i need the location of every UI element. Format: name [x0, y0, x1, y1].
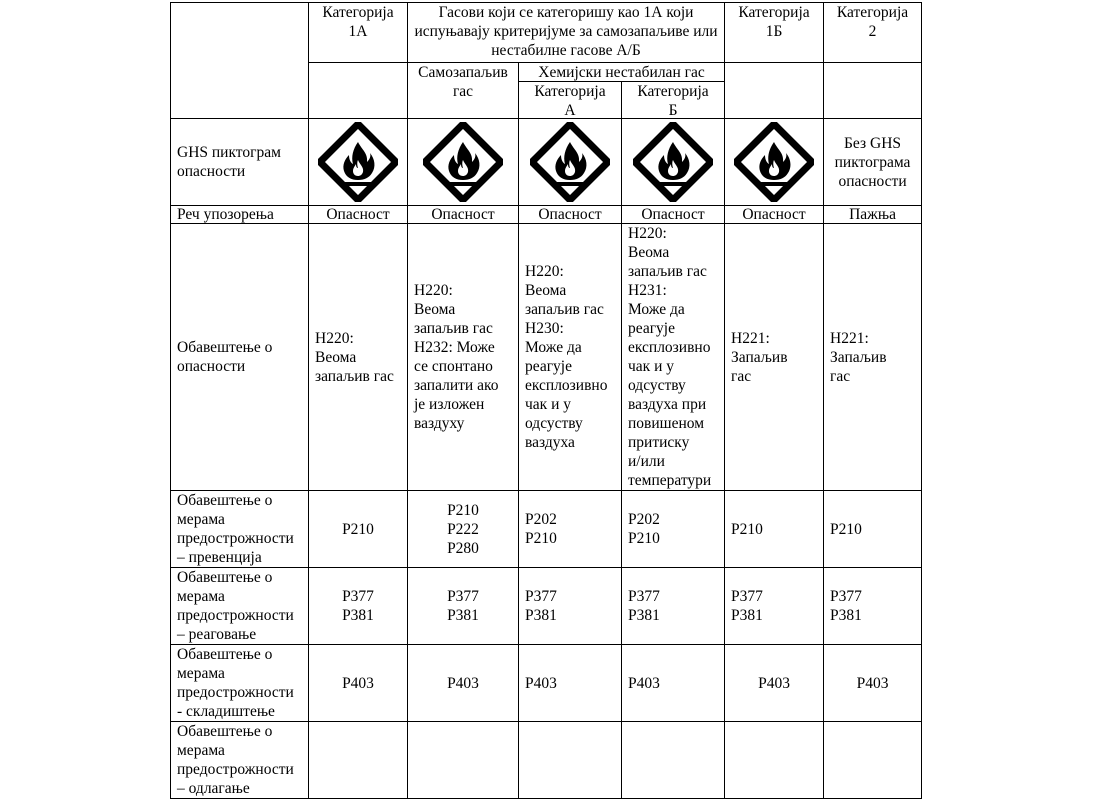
- response-cell: P377 P381: [824, 568, 922, 645]
- signal-word-cell: Опасност: [309, 206, 408, 224]
- pictogram-cell: [622, 119, 725, 206]
- row-label-response: Обавештење о мерама предострожности – реаговање: [171, 568, 309, 645]
- storage-cell: P403: [519, 645, 622, 722]
- pictogram-cell: [309, 119, 408, 206]
- response-row: [171, 568, 922, 645]
- pictogram-cell: [519, 119, 622, 206]
- storage-cell: P403: [408, 645, 519, 722]
- response-cell: P377 P381: [519, 568, 622, 645]
- header-chemically-unstable-gas: Хемијски нестабилан гас: [519, 63, 724, 82]
- hazard-cell: H220: Веома запаљив гас H231: Може да реагује експлозивно чак и у одсуству ваздуха при повишеном притиску и/или температури: [622, 224, 725, 491]
- row-label-storage: Обавештење о мерама предострожности - складиштење: [171, 645, 309, 722]
- row-label-disposal: Обавештење о мерама предострожности – одлагање: [171, 722, 309, 799]
- header-unstable-category-a: Категорија А: [519, 82, 622, 118]
- prevention-cell: P210: [725, 491, 824, 568]
- header-pyrophoric-gas: Самозапаљив гас: [408, 63, 519, 119]
- storage-cell: P403: [622, 645, 725, 722]
- prevention-cell: P210 P222 P280: [408, 491, 519, 568]
- prevention-cell: P202 P210: [622, 491, 725, 568]
- header-chemically-unstable-group: [519, 63, 725, 119]
- row-label-prevention: Обавештење о мерама предострожности – превенција: [171, 491, 309, 568]
- disposal-cell: [309, 722, 408, 799]
- flame-pictogram-icon: [633, 122, 713, 202]
- signal-word-cell: Опасност: [408, 206, 519, 224]
- hazard-cell: H220: Веома запаљив гас: [309, 224, 408, 491]
- header-category-2: Категорија 2: [824, 3, 922, 63]
- response-cell: P377 P381: [309, 568, 408, 645]
- disposal-cell: [725, 722, 824, 799]
- row-label-hazard-statement: Обавештење о опасности: [171, 224, 309, 491]
- disposal-cell: [824, 722, 922, 799]
- signal-word-cell: Опасност: [725, 206, 824, 224]
- flame-pictogram-icon: [423, 122, 503, 202]
- signal-word-cell: Опасност: [622, 206, 725, 224]
- header-category-1a: Категорија 1А: [309, 3, 408, 63]
- disposal-cell: [519, 722, 622, 799]
- disposal-row: [171, 722, 922, 799]
- corner-cell: [171, 3, 309, 119]
- row-label-pictogram: GHS пиктограм опасности: [171, 119, 309, 206]
- header-pyrophoric-unstable-span: Гасови који се категоришу као 1А који испуњавају критеријуме за самозапаљиве или нестабилне гасове А/Б: [408, 3, 725, 63]
- storage-cell: P403: [309, 645, 408, 722]
- response-cell: P377 P381: [725, 568, 824, 645]
- hazard-statement-row: [171, 224, 922, 491]
- pictogram-cell: [725, 119, 824, 206]
- empty-cell: [309, 63, 408, 119]
- disposal-cell: [408, 722, 519, 799]
- prevention-cell: P210: [824, 491, 922, 568]
- hazard-cell: H220: Веома запаљив гас H232: Може се спонтано запалити ако је изложен ваздуху: [408, 224, 519, 491]
- prevention-cell: P210: [309, 491, 408, 568]
- storage-row: [171, 645, 922, 722]
- header-unstable-category-b: Категорија Б: [637, 83, 709, 119]
- ghs-classification-table: [170, 2, 922, 799]
- response-cell: P377 P381: [622, 568, 725, 645]
- no-pictogram-text: Без GHS пиктограма опасности: [824, 119, 922, 206]
- disposal-cell: [622, 722, 725, 799]
- response-cell: P377 P381: [408, 568, 519, 645]
- empty-cell: [824, 63, 922, 119]
- header-category-1b: Категорија 1Б: [725, 3, 824, 63]
- header-row-1: [171, 3, 922, 63]
- pictogram-row: [171, 119, 922, 206]
- pictogram-cell: [408, 119, 519, 206]
- prevention-cell: P202 P210: [519, 491, 622, 568]
- prevention-row: [171, 491, 922, 568]
- signal-word-cell: Опасност: [519, 206, 622, 224]
- signal-word-cell: Пажња: [824, 206, 922, 224]
- empty-cell: [725, 63, 824, 119]
- signal-word-row: [171, 206, 922, 224]
- hazard-cell: H221: Запаљив гас: [725, 224, 824, 491]
- hazard-cell: H221: Запаљив гас: [824, 224, 922, 491]
- row-label-signal-word: Реч упозорења: [171, 206, 309, 224]
- storage-cell: P403: [725, 645, 824, 722]
- flame-pictogram-icon: [318, 122, 398, 202]
- flame-pictogram-icon: [734, 122, 814, 202]
- hazard-cell: H220: Веома запаљив гас H230: Може да реагује експлозивно чак и у одсуству ваздуха: [519, 224, 622, 491]
- flame-pictogram-icon: [530, 122, 610, 202]
- storage-cell: P403: [824, 645, 922, 722]
